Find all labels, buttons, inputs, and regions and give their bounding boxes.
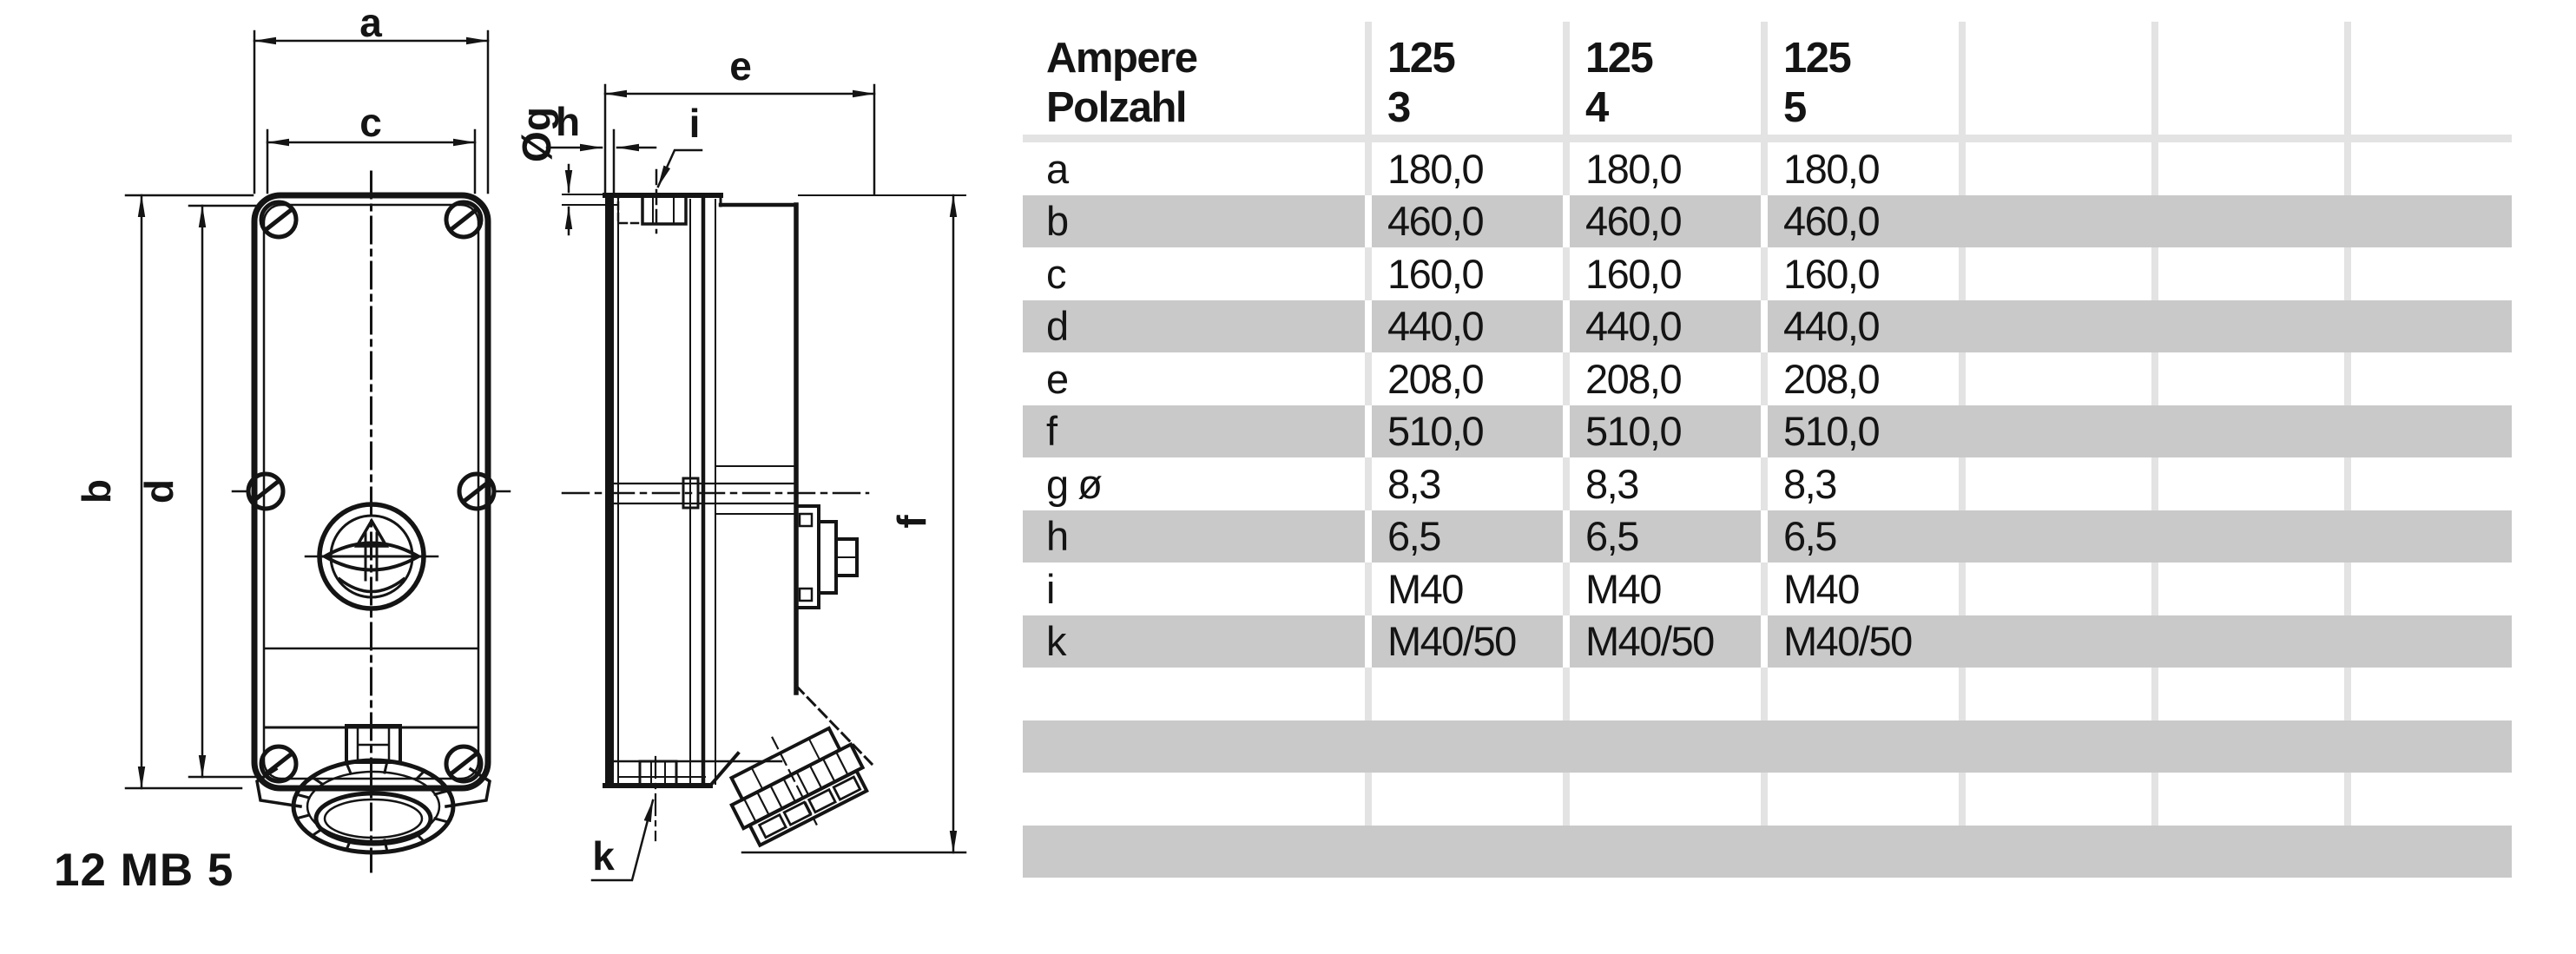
header-text: 125 (1585, 35, 1653, 82)
row-label-cell: b (1023, 195, 1365, 248)
value-cell: 208,0 (1365, 352, 1563, 405)
empty-cell (2344, 195, 2512, 248)
empty-cell (1959, 510, 2151, 563)
value-cell: 8,3 (1365, 457, 1563, 510)
empty-cell (2151, 510, 2344, 563)
header-text: 5 (1783, 84, 1806, 131)
empty-cell (2344, 405, 2512, 458)
empty-cell (1959, 195, 2151, 248)
value-cell: M40 (1563, 563, 1761, 615)
dimension-row-3 (1023, 247, 2512, 300)
slanted-socket (713, 707, 876, 855)
empty-cell (2344, 300, 2512, 353)
value-cell: M40/50 (1365, 615, 1563, 668)
dimension-row-4 (1023, 300, 2512, 353)
dim-label-i: i (688, 101, 701, 146)
row-label-cell: d (1023, 300, 1365, 353)
header-cell (1023, 22, 1365, 135)
header-cell-empty (2151, 22, 2344, 135)
row-label-cell: i (1046, 565, 1054, 612)
value-cell: 208,0 (1761, 352, 1959, 405)
empty-cell (2344, 615, 2512, 668)
empty-row (1023, 773, 2512, 826)
row-label-cell: c (1046, 250, 1065, 297)
header-text: Ampere (1046, 35, 1197, 82)
empty-cell (1959, 300, 2151, 353)
value-cell: 460,0 (1563, 195, 1761, 248)
header-cell-empty (2344, 22, 2512, 135)
value-cell: 440,0 (1563, 300, 1761, 353)
row-label-cell: g ø (1046, 460, 1102, 507)
value-cell: 510,0 (1563, 405, 1761, 458)
empty-cell (2344, 563, 2512, 615)
dim-label-d: d (136, 478, 181, 504)
value-cell: 440,0 (1761, 300, 1959, 353)
value-cell: 510,0 (1365, 405, 1563, 458)
empty-cell (1959, 352, 2151, 405)
empty-cell (2151, 195, 2344, 248)
table-header-row (1023, 22, 2512, 135)
dim-label-g: Øg (514, 107, 559, 162)
header-text: 125 (1783, 35, 1851, 82)
empty-cell (2344, 247, 2512, 300)
value-cell: 6,5 (1365, 510, 1563, 563)
empty-cell (2344, 352, 2512, 405)
empty-row (1023, 720, 2512, 773)
empty-row (1023, 668, 2512, 720)
empty-cell (2151, 352, 2344, 405)
dim-label-c: c (359, 100, 382, 145)
value-cell: 510,0 (1761, 405, 1959, 458)
value-cell: 6,5 (1563, 510, 1761, 563)
value-cell: 208,0 (1563, 352, 1761, 405)
product-code: 12 MB 5 (54, 845, 234, 896)
value-cell: 8,3 (1563, 457, 1761, 510)
dimension-row-8 (1023, 510, 2512, 563)
dim-label-h: h (555, 99, 581, 144)
value-cell: M40 (1365, 563, 1563, 615)
empty-cell (2344, 510, 2512, 563)
dim-label-e: e (729, 43, 752, 89)
empty-cell (2151, 563, 2344, 615)
header-cell-empty (1959, 22, 2151, 135)
side-view (514, 43, 965, 880)
empty-cell (1959, 142, 2151, 195)
value-cell: 440,0 (1365, 300, 1563, 353)
row-label-cell: f (1023, 405, 1365, 458)
row-label-cell: k (1023, 615, 1365, 668)
header-text: 3 (1387, 84, 1410, 131)
value-cell: 8,3 (1761, 457, 1959, 510)
value-cell: M40 (1761, 563, 1959, 615)
empty-cell (2344, 142, 2512, 195)
empty-cell (1959, 405, 2151, 458)
front-view (74, 0, 510, 872)
header-separator (1023, 135, 2512, 142)
value-cell: 160,0 (1761, 247, 1959, 300)
dim-label-k: k (592, 833, 615, 878)
value-cell: 460,0 (1761, 195, 1959, 248)
row-label-cell: a (1046, 145, 1068, 192)
header-cell (1563, 22, 1761, 135)
dimension-row-6 (1023, 405, 2512, 458)
empty-cell (2151, 615, 2344, 668)
empty-cell (2151, 300, 2344, 353)
header-text: 125 (1387, 35, 1455, 82)
dimension-row-9 (1023, 563, 2512, 615)
switch-shaft (796, 506, 857, 608)
switch-knob (306, 504, 438, 609)
row-label-cell: e (1046, 355, 1068, 402)
value-cell: 180,0 (1761, 142, 1959, 195)
value-cell: 160,0 (1563, 247, 1761, 300)
empty-cell (2151, 405, 2344, 458)
value-cell: 460,0 (1365, 195, 1563, 248)
header-cell (1365, 22, 1563, 135)
value-cell: 180,0 (1365, 142, 1563, 195)
empty-cell (1959, 563, 2151, 615)
dimension-row-10 (1023, 615, 2512, 668)
dimension-row-7 (1023, 457, 2512, 510)
dimension-row-1 (1023, 142, 2512, 195)
empty-cell (1959, 615, 2151, 668)
row-label-cell: h (1023, 510, 1365, 563)
value-cell: 180,0 (1563, 142, 1761, 195)
header-cell (1761, 22, 1959, 135)
empty-cell (2344, 457, 2512, 510)
value-cell: M40/50 (1761, 615, 1959, 668)
empty-cell (1959, 457, 2151, 510)
dimensions-table (1023, 22, 2512, 878)
dim-label-b: b (74, 478, 119, 504)
technical-drawing (0, 0, 1023, 954)
empty-cell (2151, 247, 2344, 300)
dimension-row-2 (1023, 195, 2512, 248)
dim-label-f: f (889, 515, 934, 529)
empty-cell (1959, 247, 2151, 300)
value-cell: 160,0 (1365, 247, 1563, 300)
dim-label-a: a (359, 0, 382, 45)
empty-row (1023, 826, 2512, 878)
value-cell: 6,5 (1761, 510, 1959, 563)
header-text: Polzahl (1046, 84, 1187, 131)
empty-cell (2151, 457, 2344, 510)
header-text: 4 (1585, 84, 1608, 131)
dimension-row-5 (1023, 352, 2512, 405)
empty-cell (2151, 142, 2344, 195)
value-cell: M40/50 (1563, 615, 1761, 668)
